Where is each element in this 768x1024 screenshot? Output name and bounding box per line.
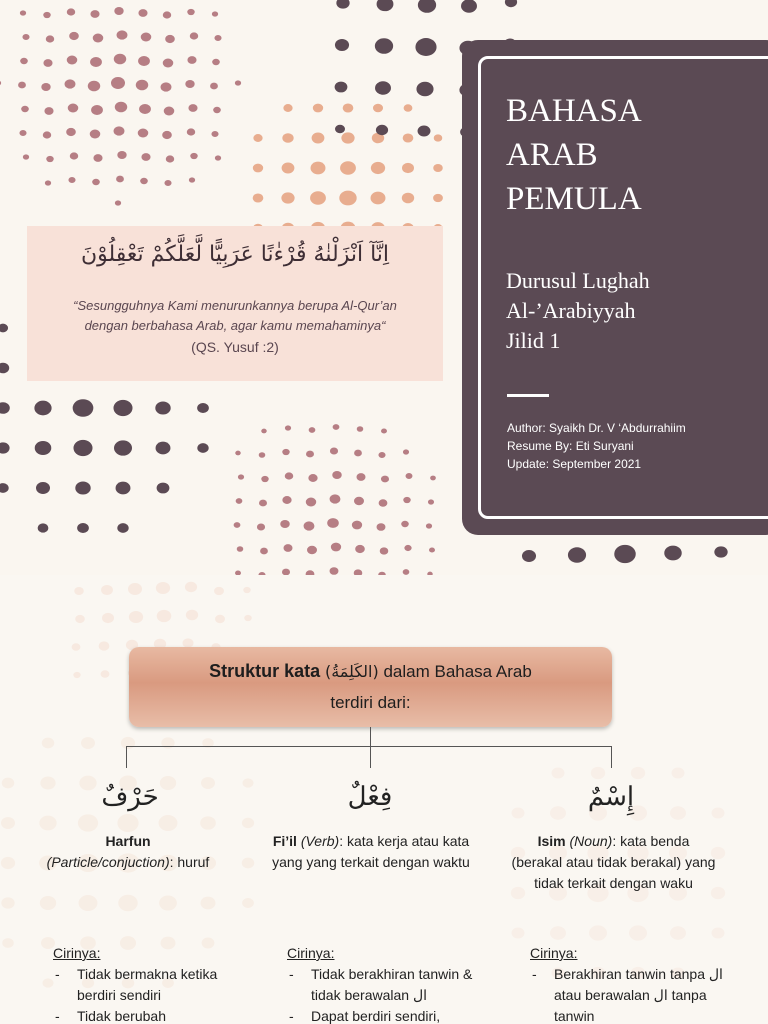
decorative-dot [117, 814, 138, 832]
decorative-dot [115, 200, 121, 205]
quote-arabic-verse: اِنَّآ اَنْزَلْنٰهُ قُرْءٰنًا عَرَبِيًّا لَّعَلَّكُمْ تَعْقِلُوْنَ [80, 242, 390, 267]
decorative-dot [202, 938, 215, 949]
decorative-dot [91, 105, 103, 115]
decorative-dot [237, 546, 244, 552]
decorative-dot [164, 107, 175, 116]
decorative-dot [260, 548, 268, 555]
decorative-dot [0, 442, 10, 453]
harfun-ciri-heading: Cirinya: [53, 945, 101, 961]
decorative-dot [434, 134, 443, 141]
decorative-dot [0, 324, 8, 333]
decorative-dot [430, 476, 436, 481]
decorative-dot [461, 0, 477, 13]
decorative-dot [73, 399, 94, 417]
decorative-dot [164, 180, 171, 186]
decorative-dot [340, 161, 356, 174]
decorative-dot [283, 104, 292, 112]
decorative-dot [114, 54, 126, 65]
decorative-dot [285, 425, 291, 430]
decorative-dot [42, 738, 55, 749]
fiil-description: Fi’il (Verb): kata kerja atau kata yang yang terkait dengan waktu [272, 833, 470, 870]
decorative-dot [190, 153, 197, 159]
update-text: Update: September 2021 [507, 457, 642, 471]
decorative-dot [118, 895, 138, 912]
decorative-dot [23, 154, 29, 159]
decorative-dot [72, 643, 81, 650]
decorative-dot [22, 34, 29, 40]
harfun-definition: (Particle/conjuction): huruf [46, 854, 210, 870]
isim-ciri-heading: Cirinya: [530, 945, 578, 961]
decorative-dot [356, 473, 365, 481]
decorative-dot [311, 162, 326, 175]
decorative-dot [187, 56, 196, 64]
decorative-dot [157, 483, 170, 494]
decorative-dot [352, 521, 362, 530]
tree-leg-right [611, 746, 612, 768]
decorative-dot [214, 587, 224, 595]
decorative-dot [157, 610, 172, 622]
decorative-dot [341, 132, 354, 143]
decorative-dot [354, 450, 362, 457]
decorative-dot [159, 895, 177, 910]
decorative-dot [21, 106, 29, 113]
decorative-dot [376, 125, 388, 135]
decorative-dot [67, 56, 78, 65]
decorative-dot [90, 130, 101, 139]
decorative-dot [664, 546, 681, 561]
decorative-dot [68, 104, 79, 113]
decorative-dot [185, 582, 197, 592]
decorative-dot [162, 131, 172, 139]
decorative-dot [522, 550, 536, 562]
decorative-dot [401, 521, 409, 527]
decorative-dot [259, 500, 267, 507]
decorative-dot [416, 82, 433, 97]
decorative-dot [312, 133, 325, 144]
struktur-bold-text: Struktur kata [209, 661, 321, 681]
decorative-dot [406, 473, 413, 479]
decorative-dot [113, 400, 132, 416]
decorative-dot [244, 615, 251, 621]
decorative-dot [236, 498, 243, 504]
decorative-dot [139, 104, 151, 114]
decorative-dot [2, 938, 13, 948]
decorative-dot [93, 154, 102, 162]
decorative-dot [253, 164, 263, 173]
decorative-dot [120, 936, 136, 950]
decorative-dot [40, 896, 56, 910]
decorative-dot [357, 426, 364, 432]
decorative-dot [333, 424, 340, 430]
decorative-dot [138, 9, 147, 17]
decorative-dot [215, 615, 225, 623]
struktur-arabic-term: (الكَلِمَةُ) [324, 662, 379, 681]
decorative-dot [114, 440, 132, 455]
decorative-dot [210, 83, 218, 90]
decorative-dot [1, 897, 14, 908]
fiil-ciri-heading: Cirinya: [287, 945, 335, 961]
decorative-dot [187, 128, 195, 135]
tree-leg-left [126, 746, 127, 768]
decorative-dot [188, 104, 197, 112]
decorative-dot [242, 818, 254, 828]
decorative-dot [90, 10, 99, 18]
decorative-dot [88, 81, 100, 92]
decorative-dot [20, 58, 28, 65]
title-line-3: PEMULA [506, 181, 642, 217]
decorative-dot [128, 583, 142, 595]
quote-reference: (QS. Yusuf :2) [191, 339, 279, 355]
decorative-dot [330, 448, 338, 455]
decorative-dot [306, 451, 314, 458]
decorative-dot [711, 927, 724, 938]
subtitle-line-1: Durusul Lughah [506, 268, 650, 293]
list-item: - Tidak bermakna ketika berdiri sendiri [53, 964, 253, 1006]
fiil-ciri-list [287, 964, 502, 1024]
decorative-dot [0, 80, 1, 85]
decorative-dot [714, 546, 727, 557]
decorative-dot [377, 523, 386, 531]
decorative-dot [74, 587, 84, 595]
decorative-dot [280, 520, 290, 528]
fiil-arabic: فِعْلٌ [347, 782, 393, 812]
decorative-dot [73, 440, 92, 456]
decorative-dot [67, 8, 75, 15]
decorative-dot [614, 545, 636, 563]
decorative-dot [140, 178, 148, 185]
resume-by-text: Resume By: Eti Suryani [507, 439, 634, 453]
decorative-dot [339, 191, 356, 206]
isim-description: Isim (Noun): kata benda (berakal atau tidak berakal) yang tidak terkait dengan waku [511, 833, 716, 891]
decorative-dot [259, 452, 266, 458]
decorative-dot [159, 815, 178, 831]
decorative-dot [201, 897, 216, 910]
decorative-dot [211, 131, 218, 137]
decorative-dot [115, 102, 127, 113]
decorative-dot [379, 499, 388, 506]
decorative-dot [375, 81, 391, 95]
decorative-dot [306, 498, 316, 507]
decorative-dot [111, 77, 125, 89]
struktur-banner [129, 647, 612, 727]
decorative-dot [671, 767, 684, 778]
decorative-dot [402, 193, 414, 204]
decorative-dot [304, 521, 315, 530]
decorative-dot [46, 35, 54, 42]
decorative-dot [43, 59, 52, 67]
decorative-dot [116, 176, 124, 183]
decorative-dot [46, 156, 53, 162]
decorative-dot [415, 38, 436, 56]
decorative-dot [403, 133, 414, 142]
decorative-dot [75, 481, 90, 494]
decorative-dot [238, 474, 244, 479]
decorative-dot [402, 163, 414, 173]
decorative-dot [213, 107, 221, 114]
decorative-dot [156, 442, 171, 455]
decorative-dot [185, 80, 194, 88]
decorative-dot [378, 452, 385, 458]
decorative-dot [212, 59, 220, 66]
struktur-heading-line-2: terdiri dari: [330, 693, 411, 712]
decorative-dot [629, 925, 647, 940]
decorative-dot [65, 79, 76, 88]
decorative-dot [141, 33, 152, 42]
decorative-dot [235, 80, 241, 85]
decorative-dot [308, 474, 317, 482]
decorative-dot [381, 428, 387, 433]
decorative-dot [38, 523, 49, 532]
harfun-arabic: حَرْفٌ [101, 782, 159, 812]
list-item: - Berakhiran tanwin tanpa ال atau berawalan ال tanpa tanwin [530, 964, 750, 1024]
subtitle-line-3: Jilid 1 [506, 328, 561, 353]
decorative-dot [41, 83, 50, 91]
decorative-dot [75, 615, 85, 623]
decorative-dot [1, 857, 15, 869]
decorative-dot [93, 34, 104, 43]
decorative-dot [335, 125, 345, 133]
decorative-dot [242, 858, 255, 869]
decorative-dot [380, 547, 389, 554]
decorative-dot [281, 192, 294, 203]
decorative-dot [187, 9, 194, 15]
decorative-dot [426, 523, 432, 528]
decorative-dot [141, 153, 150, 161]
decorative-dot [235, 451, 241, 456]
decorative-dot [335, 82, 348, 93]
quote-translation-line-1: “Sesungguhnya Kami menurunkannya berupa Al-Qur’an [73, 298, 397, 313]
decorative-dot [381, 476, 389, 483]
decorative-dot [44, 107, 53, 115]
decorative-dot [371, 162, 385, 174]
decorative-dot [197, 443, 208, 453]
decorative-dot [283, 544, 292, 552]
decorative-dot [550, 926, 566, 940]
decorative-dot [307, 546, 317, 555]
decorative-dot [214, 35, 221, 41]
decorative-dot [371, 192, 386, 205]
tree-stem [370, 727, 371, 746]
decorative-dot [117, 151, 126, 159]
decorative-dot [234, 522, 241, 528]
decorative-dot [335, 39, 349, 51]
decorative-dot [215, 155, 221, 160]
decorative-dot [0, 402, 10, 414]
decorative-dot [282, 163, 295, 174]
decorative-dot [243, 587, 250, 593]
decorative-dot [433, 194, 443, 202]
decorative-dot [70, 152, 78, 159]
decorative-dot [69, 32, 79, 40]
decorative-dot [163, 59, 174, 68]
decorative-dot [505, 0, 517, 7]
decorative-dot [161, 937, 176, 950]
decorative-dot [138, 129, 149, 138]
decorative-dot [42, 978, 53, 987]
decorative-dot [114, 126, 125, 135]
decorative-dot [253, 193, 264, 202]
decorative-dot [285, 472, 294, 479]
decorative-dot [331, 543, 341, 552]
decorative-dot [0, 483, 9, 493]
decorative-dot [117, 523, 128, 533]
decorative-dot [155, 401, 170, 414]
decorative-dot [90, 57, 102, 67]
decorative-dot [66, 128, 76, 136]
quote-translation-line-2: dengan berbahasa Arab, agar kamu memahaminya“ [84, 318, 386, 333]
decorative-dot [114, 7, 123, 15]
decorative-dot [711, 807, 724, 818]
tree-branch [126, 746, 612, 747]
decorative-dot [77, 523, 89, 533]
decorative-dot [78, 814, 98, 831]
decorative-dot [332, 471, 342, 479]
decorative-dot [242, 898, 254, 908]
decorative-dot [418, 126, 431, 137]
decorative-dot [18, 82, 26, 89]
decorative-dot [212, 11, 218, 16]
decorative-dot [186, 610, 198, 620]
author-text: Author: Syaikh Dr. V ‘Abdurrahiim [507, 421, 686, 435]
decorative-dot [375, 38, 393, 54]
decorative-dot [336, 0, 349, 9]
decorative-dot [377, 0, 394, 11]
decorative-dot [43, 131, 51, 138]
decorative-dot [121, 737, 135, 749]
decorative-dot [511, 927, 524, 938]
decorative-dot [19, 130, 26, 136]
harfun-description [23, 831, 233, 873]
subtitle-line-2: Al-’Arabiyyah [506, 298, 636, 323]
decorative-dot [200, 816, 216, 829]
decorative-dot [330, 567, 339, 575]
decorative-dot [35, 441, 52, 455]
list-item: - Tidak berakhiran tanwin & tidak berawalan ال [287, 964, 502, 1006]
decorative-dot [81, 737, 95, 749]
decorative-dot [355, 545, 365, 553]
isim-ciri-list [530, 964, 750, 1024]
harfun-name: Harfun [105, 833, 151, 849]
decorative-dot [129, 611, 143, 623]
decorative-dot [282, 449, 289, 455]
decorative-dot [253, 134, 262, 142]
decorative-dot [589, 925, 607, 940]
decorative-dot [190, 32, 198, 39]
decorative-dot [403, 497, 410, 503]
decorative-dot [309, 427, 316, 433]
decorative-dot [354, 497, 364, 506]
decorative-dot [2, 778, 15, 789]
decorative-dot [373, 104, 383, 113]
decorative-dot [136, 80, 148, 91]
decorative-dot [330, 494, 341, 503]
decorative-dot [282, 496, 291, 504]
tree-leg-middle [370, 746, 371, 768]
decorative-dot [101, 585, 113, 595]
decorative-dot [163, 11, 171, 18]
decorative-dot [101, 670, 110, 678]
decorative-dot [404, 104, 413, 111]
decorative-dot [261, 429, 267, 434]
struktur-heading-line-1 [129, 661, 612, 682]
decorative-dot [43, 12, 50, 18]
decorative-dot [327, 518, 339, 528]
decorative-dot [433, 164, 443, 172]
decorative-dot [418, 0, 436, 13]
list-item: - Tidak berubah [53, 1006, 253, 1024]
decorative-dot [92, 179, 100, 186]
fiil-name: Fi’il [272, 833, 297, 849]
title-line-1: BAHASA [506, 93, 642, 129]
decorative-dot [310, 191, 326, 204]
quote-translation [27, 296, 443, 336]
isim-arabic: إِسْمٌ [587, 782, 635, 812]
list-item: - Dapat berdiri sendiri, [287, 1006, 502, 1024]
decorative-dot [261, 476, 268, 482]
decorative-dot [551, 767, 564, 778]
decorative-dot [282, 133, 293, 143]
decorative-dot [403, 569, 410, 575]
decorative-dot [138, 56, 150, 66]
decorative-dot [591, 767, 605, 779]
decorative-dot [568, 547, 586, 562]
decorative-dot [189, 177, 195, 182]
decorative-dot [1, 817, 15, 829]
decorative-dot [45, 180, 51, 185]
decorative-dot [99, 641, 110, 650]
decorative-dot [403, 449, 409, 454]
harfun-ciri-list [53, 964, 253, 1024]
decorative-dot [102, 613, 114, 623]
decorative-dot [197, 403, 209, 413]
decorative-dot [117, 30, 128, 39]
decorative-dot [20, 10, 26, 15]
decorative-dot [161, 82, 172, 91]
decorative-dot [428, 499, 434, 504]
decorative-dot [0, 363, 9, 374]
decorative-dot [242, 778, 253, 787]
decorative-dot [156, 582, 170, 594]
decorative-dot [670, 926, 686, 940]
decorative-dot [257, 524, 265, 531]
decorative-dot [404, 545, 411, 551]
isim-name: Isim [537, 833, 566, 849]
decorative-dot [39, 816, 56, 831]
decorative-dot [116, 482, 131, 495]
decorative-dot [343, 103, 354, 112]
decorative-dot [73, 672, 80, 678]
decorative-dot [34, 401, 51, 416]
decorative-dot [79, 895, 98, 911]
decorative-dot [429, 547, 435, 552]
decorative-dot [166, 155, 174, 162]
decorative-dot [68, 177, 75, 183]
decorative-dot [165, 35, 175, 43]
decorative-dot [631, 767, 645, 779]
title-divider [507, 394, 549, 397]
title-line-2: ARAB [506, 137, 598, 173]
decorative-dot [36, 482, 50, 494]
decorative-dot [313, 104, 323, 113]
struktur-rest-text: dalam Bahasa Arab [383, 662, 532, 681]
